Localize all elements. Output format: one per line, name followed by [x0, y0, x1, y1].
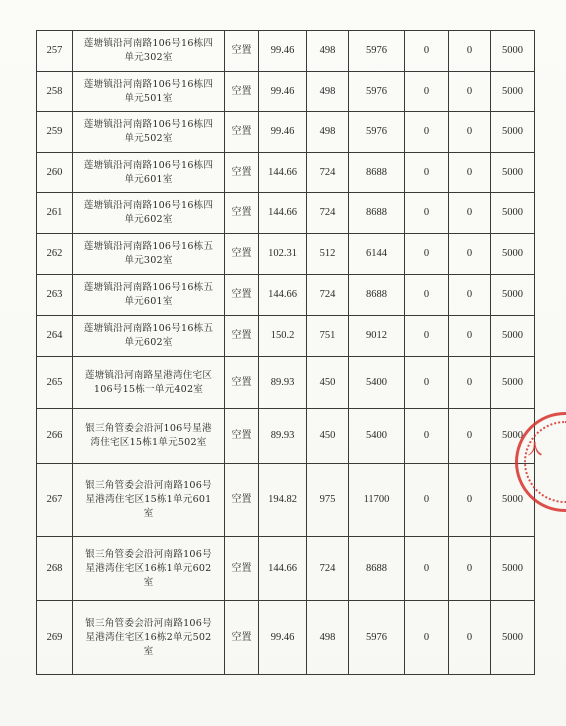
row-number: 258 — [37, 72, 73, 112]
area-cell: 99.46 — [259, 601, 307, 675]
address-line: 莲塘镇沿河南路106号16栋五 — [83, 241, 214, 252]
value-cell-2: 8688 — [349, 275, 405, 316]
address-line: 莲塘镇沿河南路106号16栋四 — [83, 119, 214, 130]
table-row — [37, 316, 535, 357]
address-line: 星港湾住宅区16栋1单元602 — [85, 562, 212, 574]
value-cell-5: 5000 — [491, 193, 535, 234]
table-body — [37, 31, 535, 675]
table-row — [37, 72, 535, 112]
table-row — [37, 601, 535, 675]
address-line: 莲塘镇沿河南路106号16栋四 — [83, 200, 214, 211]
value-cell-4: 0 — [449, 112, 491, 153]
address-cell — [73, 72, 225, 112]
value-cell-3: 0 — [405, 31, 449, 72]
value-cell-1: 498 — [307, 31, 349, 72]
value-cell-3: 0 — [405, 537, 449, 601]
address-line: 单元602室 — [124, 214, 173, 225]
value-cell-5: 5000 — [491, 601, 535, 675]
row-number: 262 — [37, 234, 73, 275]
status-cell: 空置 — [225, 537, 259, 601]
table-row — [37, 31, 535, 72]
value-cell-2: 5976 — [349, 72, 405, 112]
value-cell-3: 0 — [405, 357, 449, 409]
status-cell: 空置 — [225, 357, 259, 409]
value-cell-2: 11700 — [349, 464, 405, 537]
area-cell: 99.46 — [259, 72, 307, 112]
status-cell: 空置 — [225, 112, 259, 153]
value-cell-4: 0 — [449, 601, 491, 675]
status-cell: 空置 — [225, 316, 259, 357]
value-cell-5: 5000 — [491, 72, 535, 112]
value-cell-1: 498 — [307, 72, 349, 112]
table-row — [37, 464, 535, 537]
value-cell-4: 0 — [449, 316, 491, 357]
status-cell: 空置 — [225, 31, 259, 72]
area-cell: 144.66 — [259, 537, 307, 601]
address-cell — [73, 112, 225, 153]
value-cell-1: 724 — [307, 153, 349, 193]
value-cell-5: 5000 — [491, 409, 535, 464]
table-row — [37, 234, 535, 275]
address-line: 银三角管委会沿河106号星港 — [85, 423, 212, 434]
row-number: 268 — [37, 537, 73, 601]
status-cell: 空置 — [225, 72, 259, 112]
value-cell-2: 5976 — [349, 601, 405, 675]
address-line: 单元602室 — [124, 337, 173, 348]
row-number: 257 — [37, 31, 73, 72]
value-cell-1: 512 — [307, 234, 349, 275]
value-cell-3: 0 — [405, 275, 449, 316]
area-cell: 144.66 — [259, 193, 307, 234]
address-line: 银三角管委会沿河南路106号 — [85, 480, 212, 491]
address-line: 单元302室 — [124, 255, 173, 266]
status-cell: 空置 — [225, 601, 259, 675]
value-cell-3: 0 — [405, 409, 449, 464]
value-cell-4: 0 — [449, 72, 491, 112]
row-number: 266 — [37, 409, 73, 464]
value-cell-5: 5000 — [491, 357, 535, 409]
area-cell: 102.31 — [259, 234, 307, 275]
value-cell-3: 0 — [405, 464, 449, 537]
address-line: 单元502室 — [124, 133, 173, 144]
value-cell-2: 5976 — [349, 112, 405, 153]
value-cell-1: 498 — [307, 112, 349, 153]
status-cell: 空置 — [225, 153, 259, 193]
address-line: 莲塘镇沿河南路106号16栋五 — [83, 323, 214, 334]
address-cell — [73, 316, 225, 357]
value-cell-1: 498 — [307, 601, 349, 675]
table-row — [37, 112, 535, 153]
area-cell: 144.66 — [259, 153, 307, 193]
address-line: 单元501室 — [124, 92, 173, 104]
area-cell: 99.46 — [259, 31, 307, 72]
area-cell: 89.93 — [259, 357, 307, 409]
address-cell — [73, 357, 225, 409]
address-line: 室 — [143, 508, 154, 519]
address-line: 银三角管委会沿河南路106号 — [85, 617, 212, 629]
value-cell-1: 751 — [307, 316, 349, 357]
value-cell-2: 5400 — [349, 409, 405, 464]
value-cell-5: 5000 — [491, 464, 535, 537]
address-line: 莲塘镇沿河南路106号16栋五 — [83, 282, 214, 293]
row-number: 263 — [37, 275, 73, 316]
value-cell-2: 6144 — [349, 234, 405, 275]
value-cell-2: 8688 — [349, 537, 405, 601]
address-cell — [73, 464, 225, 537]
value-cell-5: 5000 — [491, 316, 535, 357]
value-cell-1: 450 — [307, 409, 349, 464]
row-number: 260 — [37, 153, 73, 193]
status-cell: 空置 — [225, 193, 259, 234]
table-row — [37, 153, 535, 193]
value-cell-3: 0 — [405, 234, 449, 275]
address-cell — [73, 153, 225, 193]
area-cell: 144.66 — [259, 275, 307, 316]
address-cell — [73, 537, 225, 601]
address-cell — [73, 193, 225, 234]
value-cell-4: 0 — [449, 193, 491, 234]
row-number: 267 — [37, 464, 73, 537]
address-line: 莲塘镇沿河南路星港湾住宅区 — [84, 369, 213, 381]
seal-character: 人 — [528, 442, 542, 458]
address-cell — [73, 409, 225, 464]
value-cell-1: 450 — [307, 357, 349, 409]
value-cell-2: 5400 — [349, 357, 405, 409]
value-cell-2: 5976 — [349, 31, 405, 72]
value-cell-4: 0 — [449, 357, 491, 409]
value-cell-5: 5000 — [491, 537, 535, 601]
value-cell-5: 5000 — [491, 153, 535, 193]
address-line: 单元601室 — [124, 173, 173, 185]
area-cell: 150.2 — [259, 316, 307, 357]
value-cell-3: 0 — [405, 193, 449, 234]
area-cell: 99.46 — [259, 112, 307, 153]
address-cell — [73, 275, 225, 316]
row-number: 259 — [37, 112, 73, 153]
value-cell-2: 8688 — [349, 153, 405, 193]
value-cell-4: 0 — [449, 409, 491, 464]
address-line: 莲塘镇沿河南路106号16栋四 — [83, 159, 214, 171]
status-cell: 空置 — [225, 409, 259, 464]
value-cell-1: 975 — [307, 464, 349, 537]
address-cell — [73, 234, 225, 275]
area-cell: 89.93 — [259, 409, 307, 464]
data-table — [36, 30, 535, 675]
value-cell-2: 8688 — [349, 193, 405, 234]
address-cell — [73, 31, 225, 72]
value-cell-1: 724 — [307, 193, 349, 234]
row-number: 261 — [37, 193, 73, 234]
address-line: 106号15栋一单元402室 — [93, 383, 204, 395]
area-cell: 194.82 — [259, 464, 307, 537]
address-line: 星港湾住宅区15栋1单元601 — [85, 494, 212, 505]
value-cell-4: 0 — [449, 234, 491, 275]
value-cell-4: 0 — [449, 31, 491, 72]
value-cell-4: 0 — [449, 537, 491, 601]
value-cell-1: 724 — [307, 275, 349, 316]
seal-inner-ring — [524, 421, 566, 503]
value-cell-3: 0 — [405, 153, 449, 193]
table-row — [37, 193, 535, 234]
address-cell — [73, 601, 225, 675]
status-cell: 空置 — [225, 234, 259, 275]
address-line: 莲塘镇沿河南路106号16栋四 — [83, 38, 214, 49]
table-row — [37, 537, 535, 601]
address-line: 星港湾住宅区16栋2单元502 — [85, 631, 212, 643]
address-line: 湾住宅区15栋1单元502室 — [90, 437, 207, 448]
value-cell-5: 5000 — [491, 234, 535, 275]
row-number: 265 — [37, 357, 73, 409]
table-row — [37, 409, 535, 464]
address-line: 室 — [143, 645, 154, 657]
address-line: 单元601室 — [124, 296, 173, 307]
table-row — [37, 357, 535, 409]
value-cell-5: 5000 — [491, 112, 535, 153]
status-cell: 空置 — [225, 275, 259, 316]
value-cell-3: 0 — [405, 72, 449, 112]
value-cell-3: 0 — [405, 316, 449, 357]
value-cell-1: 724 — [307, 537, 349, 601]
value-cell-4: 0 — [449, 275, 491, 316]
address-line: 莲塘镇沿河南路106号16栋四 — [83, 78, 214, 90]
address-line: 室 — [143, 576, 154, 588]
row-number: 264 — [37, 316, 73, 357]
status-cell: 空置 — [225, 464, 259, 537]
value-cell-3: 0 — [405, 112, 449, 153]
value-cell-4: 0 — [449, 153, 491, 193]
address-line: 银三角管委会沿河南路106号 — [85, 548, 212, 560]
value-cell-2: 9012 — [349, 316, 405, 357]
value-cell-4: 0 — [449, 464, 491, 537]
row-number: 269 — [37, 601, 73, 675]
address-line: 单元302室 — [124, 52, 173, 63]
table-row — [37, 275, 535, 316]
value-cell-3: 0 — [405, 601, 449, 675]
value-cell-5: 5000 — [491, 275, 535, 316]
value-cell-5: 5000 — [491, 31, 535, 72]
